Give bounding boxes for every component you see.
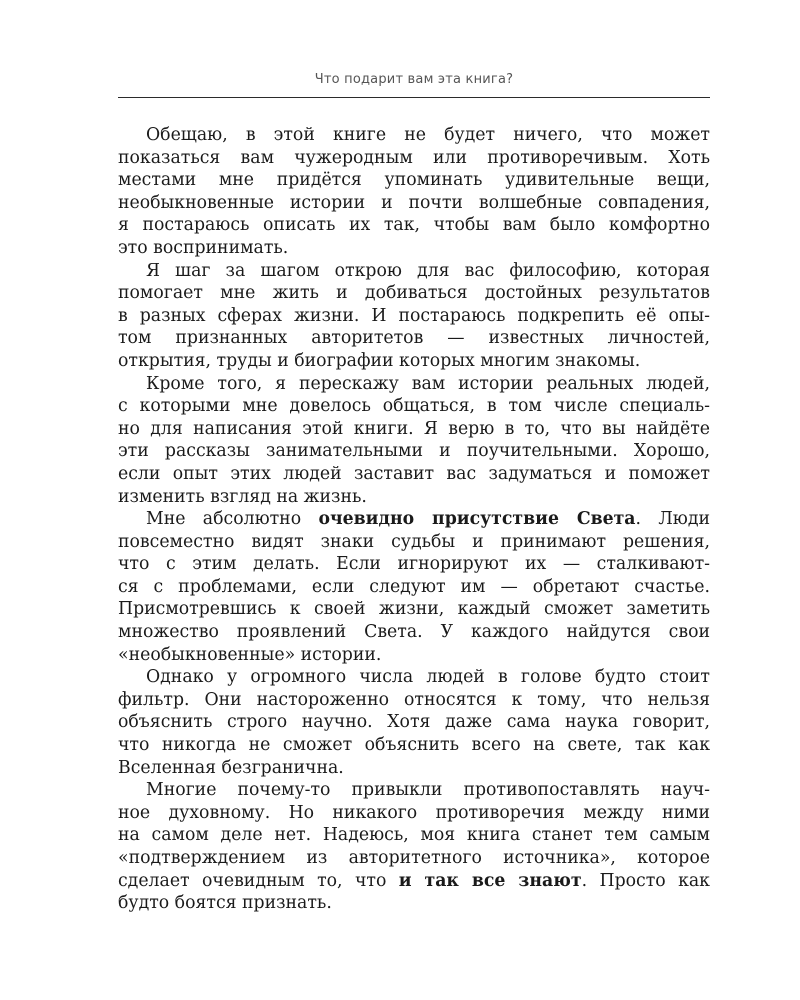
text-run: . Просто как [581,870,710,891]
paragraph [118,666,710,779]
text-line [118,757,710,780]
text-run: сделает очевидным то, что [118,870,399,891]
text-run: на самом деле нет. Надеюсь, моя книга станет тем самым [118,825,710,846]
text-line [118,214,710,237]
header-rule [118,97,710,98]
emphasis-text: и так все знают [398,870,582,891]
text-line [118,824,710,847]
text-line [118,124,710,147]
text-line [118,282,710,305]
text-line [118,870,710,893]
text-line [118,689,710,712]
text-run: Мне абсолютно [146,509,319,530]
text-run: Обещаю, в этой книге не будет ничего, что может [146,125,710,145]
text-run: местами мне придётся упоминать удивительные вещи, [118,170,710,191]
text-line [118,666,710,689]
text-run: Кроме того, я перескажу вам истории реальных людей, [146,373,710,394]
text-line [118,621,710,644]
text-run: Вселенная безгранична. [118,757,344,778]
running-head-title: Что подарит вам эта книга? [314,72,514,87]
text-run: объяснить строго научно. Хотя даже сама наука говорит, [118,712,710,733]
text-run: что с этим делать. Если игнорируют их — сталкивают- [118,554,710,575]
text-line [118,598,710,621]
text-line [118,576,710,599]
paragraph [118,260,710,373]
text-line [118,169,710,192]
text-line [118,147,710,170]
text-run: открытия, труды и биографии которых многим знакомы. [118,350,641,371]
text-run: «подтверждением из авторитетного источника», которое [118,848,710,868]
text-run: Я шаг за шагом открою для вас философию, которая [146,260,710,281]
text-run: я постараюсь описать их так, чтобы вам было комфортно [118,215,710,236]
text-run: в разных сферах жизни. И постараюсь подкрепить её опы- [118,305,710,326]
text-line [118,192,710,215]
text-line [118,463,710,486]
text-line [118,779,710,802]
text-line [118,847,710,870]
text-run: повсеместно видят знаки судьбы и принимают решения, [118,531,710,552]
text-run: ное духовному. Но никакого противоречия между ними [118,802,710,823]
text-run: если опыт этих людей заставит вас задуматься и поможет [118,463,710,484]
paragraph [118,508,710,666]
text-run: с которыми мне довелось общаться, в том числе специаль- [118,396,710,417]
text-line [118,486,710,509]
text-line [118,237,710,260]
text-line [118,553,710,576]
text-run: «необыкновенные» истории. [118,644,382,665]
text-line [118,418,710,441]
page-body [118,124,710,915]
text-line [118,373,710,396]
text-run: эти рассказы занимательными и поучительными. Хорошо, [118,441,710,462]
paragraph [118,779,710,915]
emphasis-text: очевидно присутствие Света [318,509,636,530]
text-run: Многие почему-то привыкли противопоставлять науч- [146,780,710,801]
text-run: необыкновенные истории и почти волшебные совпадения, [118,192,710,213]
text-line [118,395,710,418]
text-run: показаться вам чужеродным или противоречивым. Хоть [118,147,710,168]
text-run: Присмотревшись к своей жизни, каждый сможет заметить [118,599,710,620]
text-line [118,305,710,328]
text-run: помогает мне жить и добиваться достойных результатов [118,283,710,304]
paragraph [118,373,710,509]
text-line [118,327,710,350]
text-line [118,644,710,667]
text-line [118,440,710,463]
text-line [118,802,710,825]
text-run: что никогда не сможет объяснить всего на свете, так как [118,735,710,756]
text-run: будто боятся признать. [118,893,332,914]
text-run: фильтр. Они настороженно относятся к тому, что нельзя [118,689,710,710]
text-run: Однако у огромного числа людей в голове будто стоит [146,667,710,688]
text-run: том признанных авторитетов — известных личностей, [118,328,710,349]
text-line [118,531,710,554]
text-run: ся с проблемами, если следуют им — обретают счастье. [118,576,710,597]
text-line [118,350,710,373]
text-run: но для написания этой книги. Я верю в то, что вы найдёте [118,418,710,439]
text-run: . Люди [635,509,710,530]
text-line [118,508,710,531]
text-run: это воспринимать. [118,237,289,258]
text-line [118,711,710,734]
paragraph [118,124,710,260]
text-line [118,892,710,915]
text-line [118,260,710,283]
text-run: изменить взгляд на жизнь. [118,486,367,507]
text-run: множество проявлений Света. У каждого найдутся свои [118,622,710,643]
text-line [118,734,710,757]
